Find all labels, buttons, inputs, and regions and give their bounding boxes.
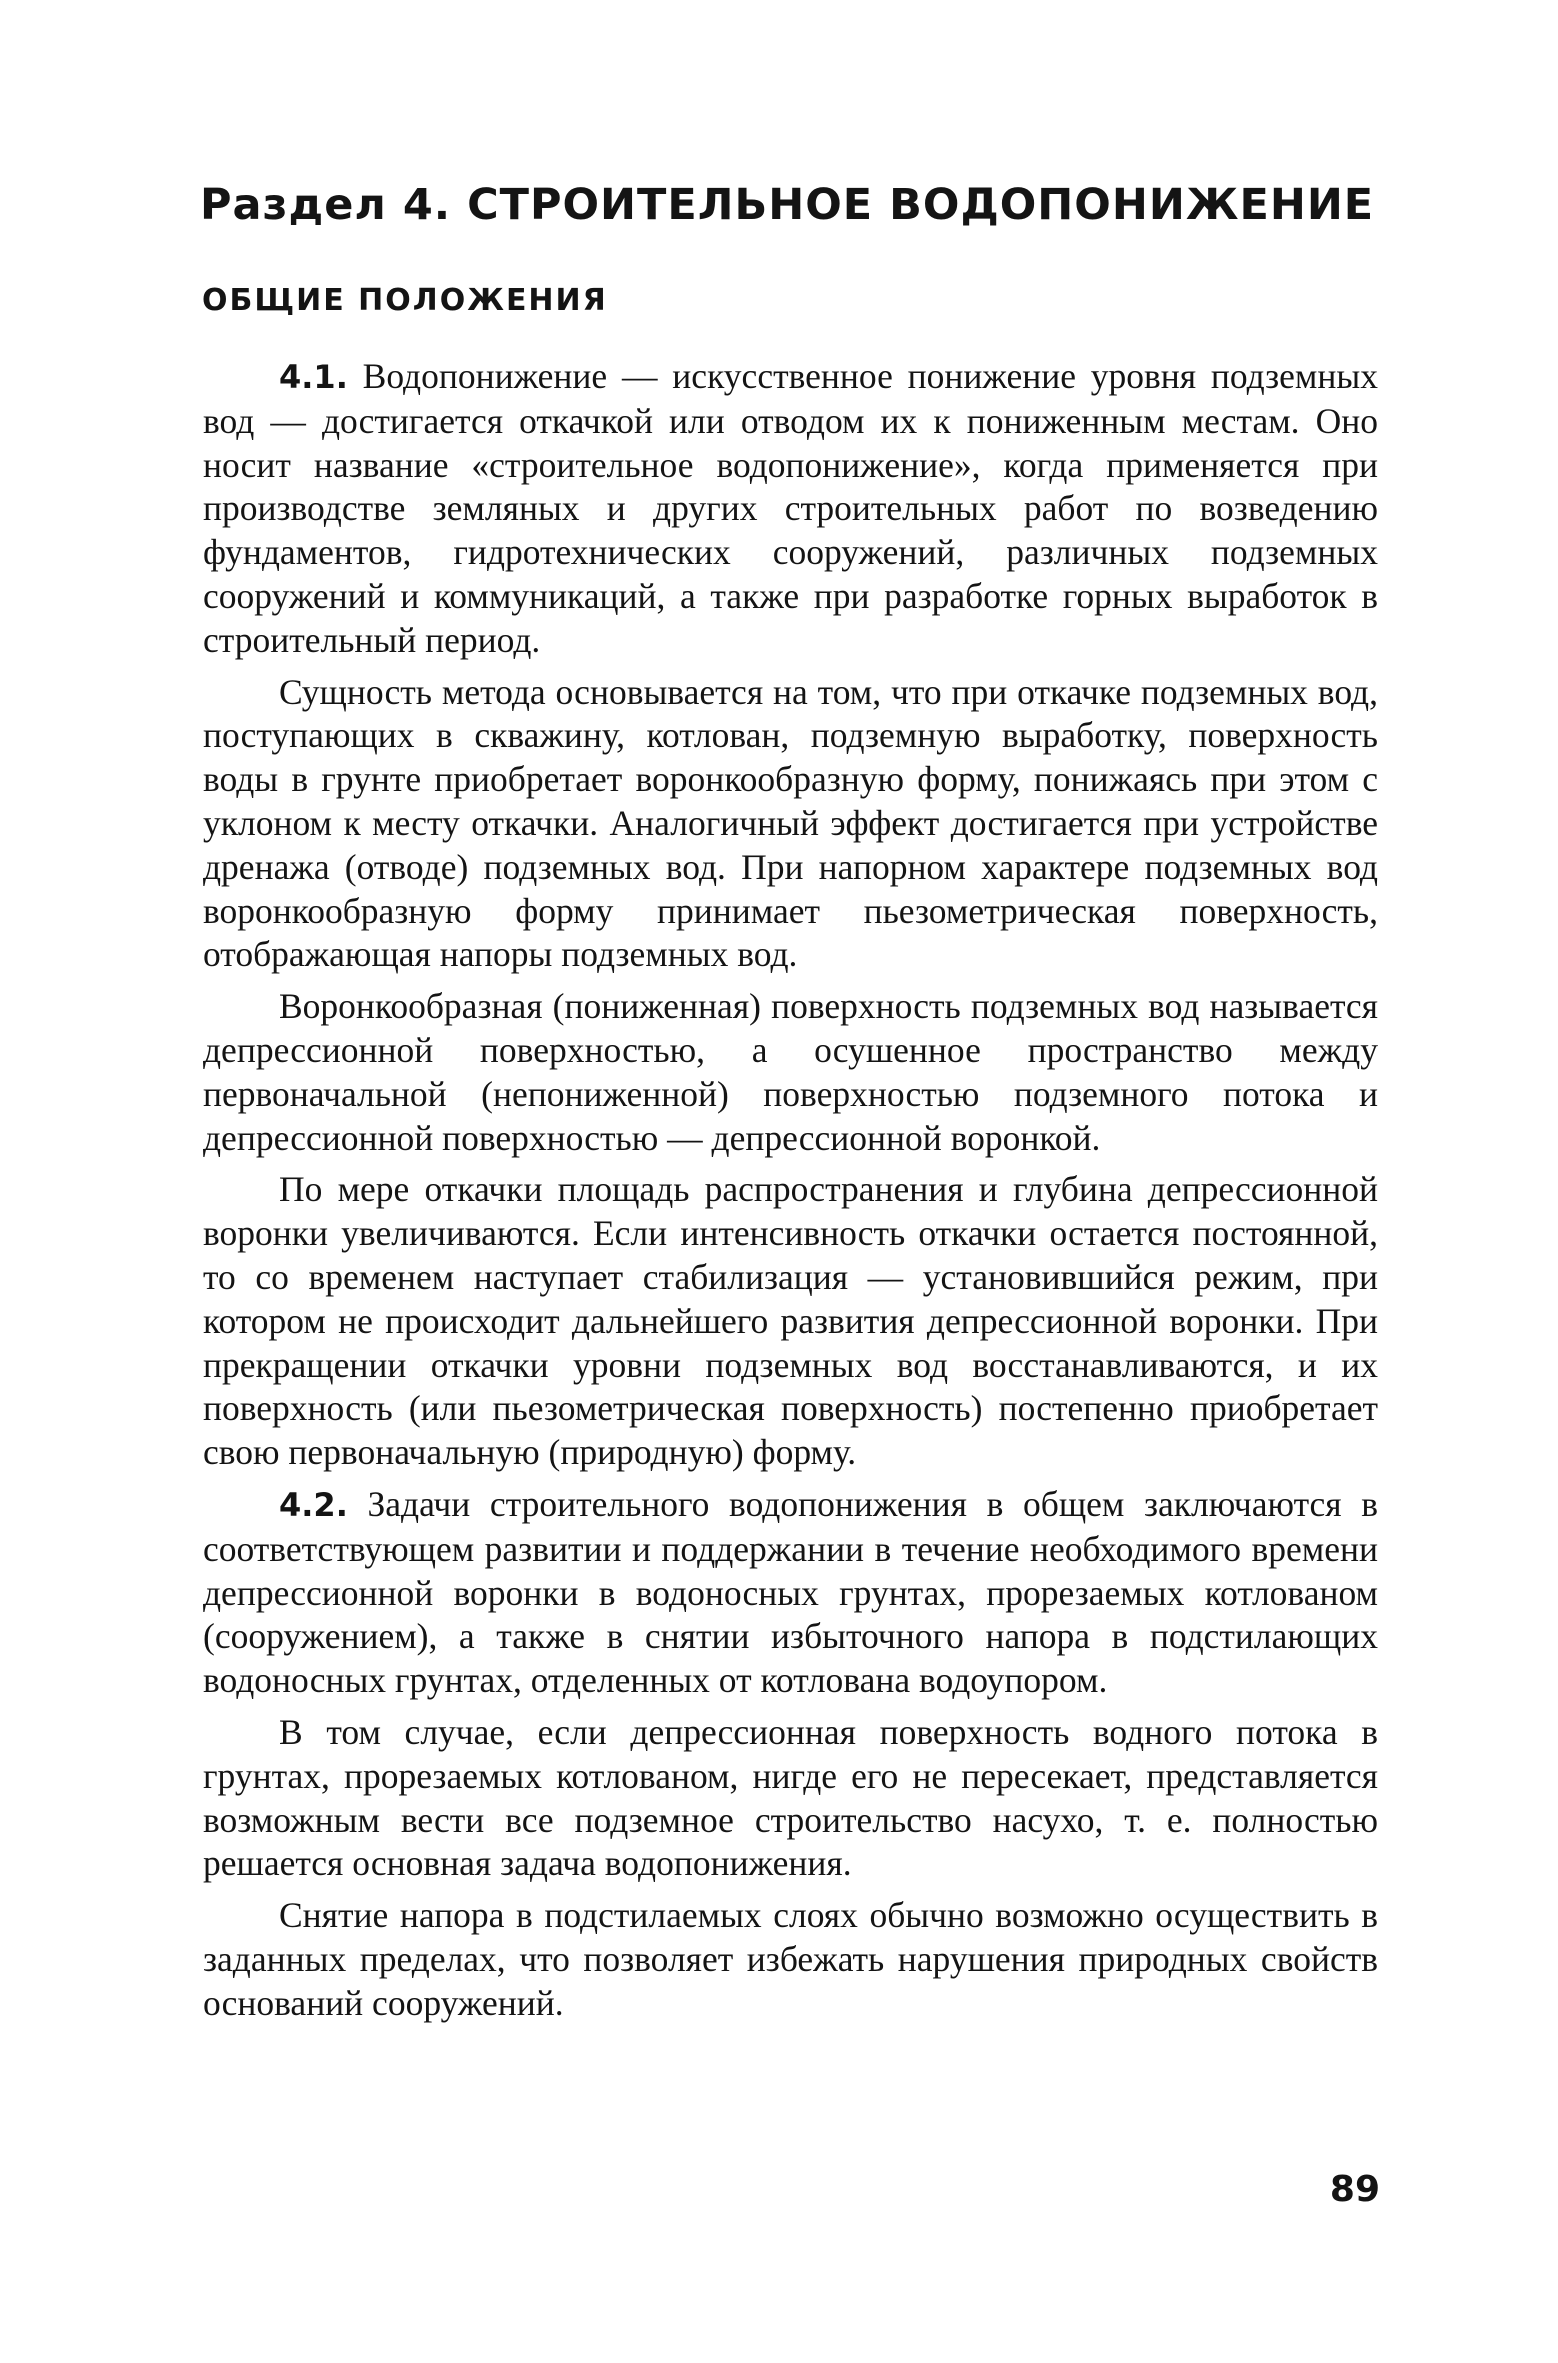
- paragraph-method-essence: [203, 671, 1378, 978]
- paragraph-text: Снятие напора в подстилаемых слоях обычно возможно осуществить в заданных пределах, что позволяет избежать нарушения природных свойств оснований сооружений.: [203, 1895, 1378, 2023]
- paragraph-depression-surface: [203, 985, 1378, 1160]
- section-title: Раздел 4. СТРОИТЕЛЬНОЕ ВОДОПОНИЖЕНИЕ: [200, 180, 1375, 230]
- paragraph-text: Воронкообразная (пониженная) поверхность подземных вод называется депрессионной поверхностью, а осушенное пространство между первоначальной (непониженной) поверхностью подземного потока и депрессионной поверхностью — депрессионной воронкой.: [203, 986, 1378, 1158]
- paragraph-text: В том случае, если депрессионная поверхность водного потока в грунтах, прорезаемых котлованом, нигде его не пересекает, представляется возможным вести все подземное строительство насухо, т. е. полностью решается основная задача водопонижения.: [203, 1711, 1378, 1884]
- paragraph-4-2: [203, 1483, 1378, 1703]
- paragraph-text: Задачи строительного водопонижения в общем заключаются в соответствующем развитии и поддержании в течение необходимого времени депрессионной воронки в водоносных грунтах, прорезаемых котлованом (сооружением), а также в снятии избыточного напора в подстилающих водоносных грунтах, отделенных от котлована водоупором.: [203, 1483, 1378, 1701]
- paragraph-text: По мере откачки площадь распространения и глубина депрессионной воронки увеличиваются. Если интенсивность откачки остается постоянной, то со временем наступает стабилизация — установившийся режим, при котором не происходит дальнейшего развития депрессионной воронки. При прекращении откачки уровни подземных вод восстанавливаются, и их поверхность (или пьезометрическая поверхность) постепенно приобретает свою первоначальную (природную) форму.: [203, 1169, 1378, 1473]
- clause-number-4-2: 4.2.: [279, 1485, 348, 1524]
- paragraph-pressure-relief: [203, 1894, 1378, 2025]
- clause-number-4-1: 4.1.: [279, 358, 348, 396]
- paragraph-text: Водопонижение — искусственное понижение уровня подземных вод — достигается откачкой или отводом их к пониженным местам. Оно носит название «строительное водопонижение», когда применяется при производстве земляных и других строительных работ по возведению фундаментов, гидротехнических сооружений, различных подземных сооружений и коммуникаций, а также при разработке горных выработок в строительный период.: [203, 356, 1378, 660]
- paragraph-dry-construction: [203, 1711, 1378, 1886]
- paragraph-4-1: [203, 355, 1378, 663]
- page-number: 89: [1329, 2169, 1380, 2210]
- subsection-title: ОБЩИЕ ПОЛОЖЕНИЯ: [202, 283, 608, 318]
- body-text: [203, 355, 1378, 2033]
- paragraph-pumping-progress: [203, 1168, 1378, 1475]
- paragraph-text: Сущность метода основывается на том, что при откачке подземных вод, поступающих в скважину, котлован, подземную выработку, поверхность воды в грунте приобретает воронкообразную форму, понижаясь при этом с уклоном к месту откачки. Аналогичный эффект достигается при устройстве дренажа (отводе) подземных вод. При напорном характере подземных вод воронкообразную форму принимает пьезометрическая поверхность, отображающая напоры подземных вод.: [203, 671, 1378, 975]
